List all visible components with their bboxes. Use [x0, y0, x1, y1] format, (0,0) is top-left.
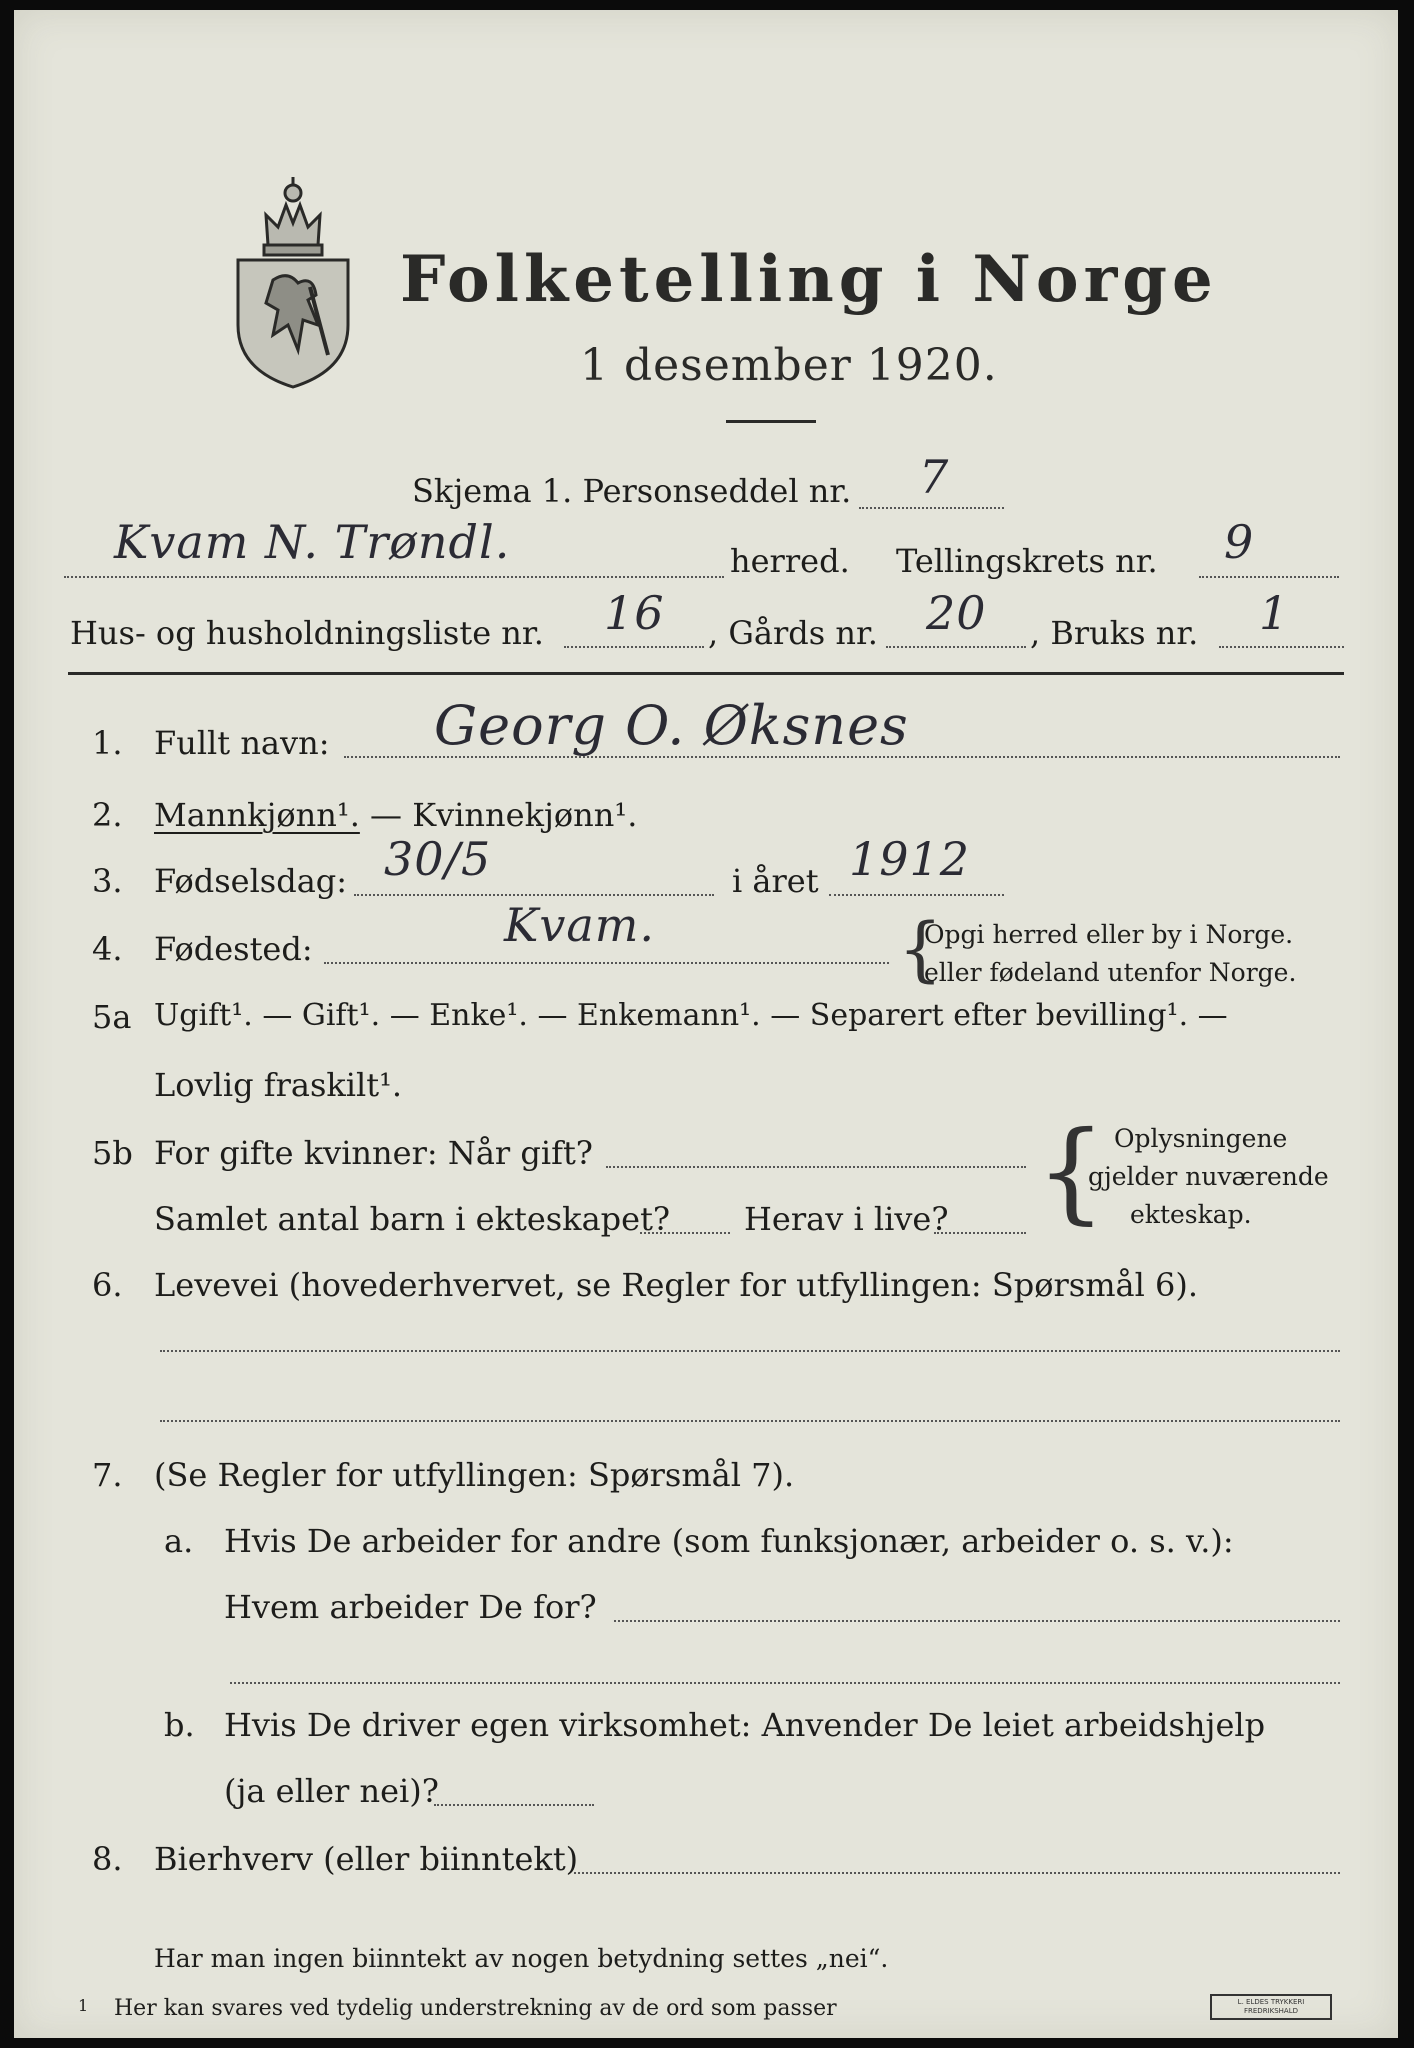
- census-date: 1 desember 1920.: [580, 340, 998, 391]
- q2-number: 2.: [92, 796, 123, 834]
- q4-note-line2: eller fødeland utenfor Norge.: [924, 958, 1297, 987]
- q5a-number: 5a: [92, 998, 132, 1036]
- q7a-line1: Hvis De arbeider for andre (som funksjonær, arbeider o. s. v.):: [224, 1522, 1234, 1560]
- tellingskrets-nr-value[interactable]: 9: [1224, 515, 1255, 569]
- q5b-alive-line: [934, 1232, 1026, 1234]
- q8-number: 8.: [92, 1840, 123, 1878]
- q5b-children-line: [640, 1232, 730, 1234]
- q6-line2: [160, 1420, 1340, 1422]
- footnote-text: Her kan svares ved tydelig understrekning av de ord som passer: [114, 1996, 837, 2021]
- gender-male-option[interactable]: Mannkjønn¹.: [154, 796, 360, 834]
- q7b-letter: b.: [164, 1706, 195, 1744]
- q3-label: Fødselsdag:: [154, 862, 348, 900]
- q3-year-line: [829, 894, 1004, 896]
- q7a-line2: Hvem arbeider De for?: [224, 1588, 597, 1626]
- q7a-employer-line: [614, 1620, 1340, 1622]
- q8-label: Bierhverv (eller biinntekt): [154, 1840, 579, 1878]
- bruks-nr-line: [1219, 646, 1344, 648]
- husholdningsliste-nr-line: [564, 646, 704, 648]
- husholdningsliste-nr-value[interactable]: 16: [604, 586, 665, 640]
- footer-note: Har man ingen biinntekt av nogen betydning settes „nei“.: [154, 1944, 889, 1973]
- tellingskrets-nr-line: [1199, 576, 1339, 578]
- q4-note-brace: {: [898, 908, 943, 990]
- q5b-line1: For gifte kvinner: Når gift?: [154, 1134, 593, 1172]
- q1-label: Fullt navn:: [154, 724, 330, 762]
- q5b-note-line2: gjelder nuværende: [1088, 1162, 1329, 1191]
- q5a-line2: Lovlig fraskilt¹.: [154, 1066, 403, 1104]
- q3-day-line: [354, 894, 714, 896]
- q8-line: [574, 1872, 1340, 1874]
- q6-number: 6.: [92, 1266, 123, 1304]
- herred-label: herred.: [730, 542, 850, 580]
- q6-line1: [160, 1350, 1340, 1352]
- full-name-value[interactable]: Georg O. Øksnes: [434, 694, 909, 757]
- gender-female-option[interactable]: Kvinnekjønn¹.: [412, 796, 638, 834]
- q1-number: 1.: [92, 724, 123, 762]
- gards-nr-value[interactable]: 20: [926, 586, 987, 640]
- q7-label: (Se Regler for utfyllingen: Spørsmål 7).: [154, 1456, 795, 1494]
- bruks-label: , Bruks nr.: [1030, 614, 1199, 652]
- gards-label: , Gårds nr.: [708, 614, 878, 652]
- birth-year-value[interactable]: 1912: [849, 832, 971, 886]
- q7-number: 7.: [92, 1456, 123, 1494]
- personseddel-nr-value[interactable]: 7: [919, 450, 950, 504]
- title-divider: [726, 420, 816, 423]
- q7a-extra-line: [230, 1682, 1340, 1684]
- personseddel-nr-line: [859, 507, 1004, 509]
- q5b-line2a: Samlet antal barn i ekteskapet?: [154, 1200, 671, 1238]
- q4-line: [324, 962, 889, 964]
- herred-line: [64, 576, 724, 578]
- gender-separator: —: [359, 796, 413, 834]
- q3-number: 3.: [92, 862, 123, 900]
- q5b-note-line3: ekteskap.: [1130, 1200, 1252, 1229]
- birthday-value[interactable]: 30/5: [384, 832, 492, 886]
- q5b-note-line1: Oplysningene: [1114, 1124, 1288, 1153]
- q7b-answer-line: [434, 1804, 594, 1806]
- census-form-page: [14, 10, 1398, 2038]
- q5b-line2b: Herav i live?: [744, 1200, 949, 1238]
- birthplace-value[interactable]: Kvam.: [504, 898, 656, 952]
- herred-value[interactable]: Kvam N. Trøndl.: [114, 515, 511, 569]
- q5b-number: 5b: [92, 1134, 133, 1172]
- header-separator: [68, 672, 1344, 675]
- form-title: Folketelling i Norge: [400, 242, 1218, 317]
- q4-label: Fødested:: [154, 930, 313, 968]
- q3-year-label: i året: [732, 862, 819, 900]
- q4-number: 4.: [92, 930, 123, 968]
- q4-note-line1: Opgi herred eller by i Norge.: [924, 920, 1294, 949]
- q7a-letter: a.: [164, 1522, 194, 1560]
- q5a-line1: Ugift¹. — Gift¹. — Enke¹. — Enkemann¹. — Separert efter bevilling¹. —: [154, 998, 1228, 1033]
- gards-nr-line: [886, 646, 1026, 648]
- q5b-married-line: [606, 1166, 1026, 1168]
- tellingskrets-label: Tellingskrets nr.: [896, 542, 1158, 580]
- q7b-line1: Hvis De driver egen virksomhet: Anvender De leiet arbeidshjelp: [224, 1706, 1266, 1744]
- footnote-mark: 1: [78, 1996, 89, 2015]
- q2-gender: [154, 796, 637, 834]
- husholdningsliste-label: Hus- og husholdningsliste nr.: [70, 614, 544, 652]
- norway-coat-of-arms-icon: [228, 175, 358, 390]
- q6-label: Levevei (hovederhvervet, se Regler for utfyllingen: Spørsmål 6).: [154, 1266, 1199, 1304]
- skjema-label: Skjema 1. Personseddel nr.: [412, 472, 852, 510]
- printer-stamp: L. ELDES TRYKKERI FREDRIKSHALD: [1210, 1994, 1332, 2020]
- q7b-line2: (ja eller nei)?: [224, 1772, 439, 1810]
- bruks-nr-value[interactable]: 1: [1259, 586, 1290, 640]
- q5b-note-brace: {: [1036, 1107, 1106, 1235]
